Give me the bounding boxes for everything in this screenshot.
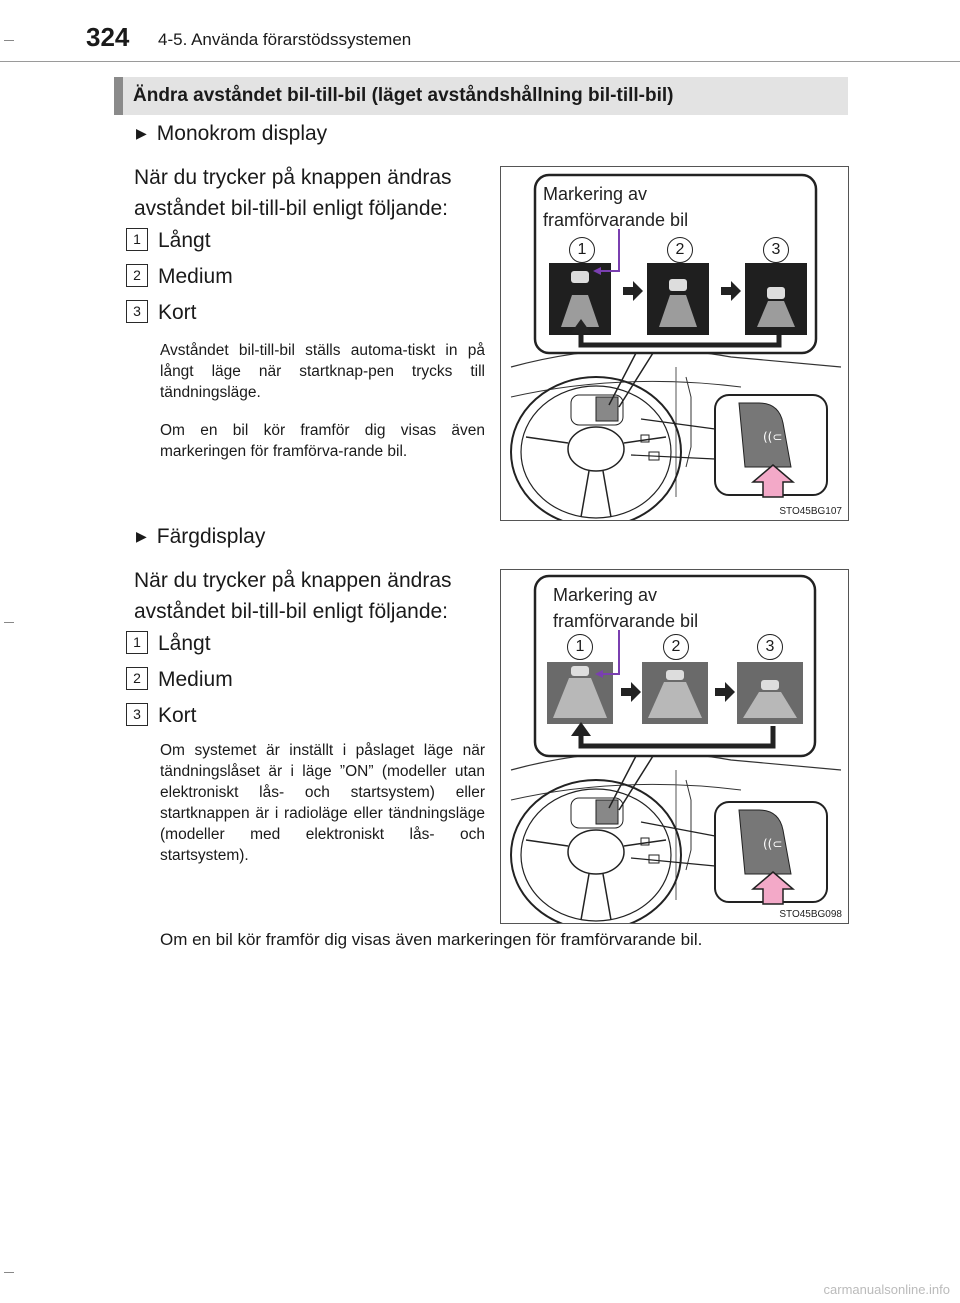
step-label: Medium: [158, 668, 233, 691]
svg-text:((⊂: ((⊂: [763, 430, 783, 444]
section-title: Ändra avståndet bil-till-bil (läget avståndshållning bil-till-bil): [114, 77, 848, 115]
callout-label: Markering av framförvarande bil: [543, 184, 689, 230]
step-item: [126, 228, 211, 253]
figure-number: 3: [757, 634, 783, 660]
figure-code: STO45BG107: [779, 506, 842, 517]
triangle-bullet-icon: ▶: [136, 528, 147, 544]
color-heading: [136, 525, 265, 549]
figure-number: 3: [763, 237, 789, 263]
step-number: 2: [126, 667, 148, 690]
step-number: 1: [126, 228, 148, 251]
figure-number: 1: [567, 634, 593, 660]
monochrome-intro: När du trycker på knappen ändras avståndet bil-till-bil enligt följande:: [134, 166, 452, 220]
step-item: [126, 631, 211, 656]
figure-code: STO45BG098: [779, 909, 842, 920]
step-number: 3: [126, 703, 148, 726]
monochrome-heading-text: Monokrom display: [156, 122, 328, 145]
color-intro: När du trycker på knappen ändras avståndet bil-till-bil enligt följande:: [134, 569, 452, 623]
figure-number: 1: [569, 237, 595, 263]
callout-label: Markering av framförvarande bil: [553, 585, 699, 631]
step-item: [126, 703, 197, 728]
monochrome-heading: [136, 122, 327, 146]
display-long: [547, 662, 613, 724]
note-paragraph: Om en bil kör framför dig visas även markeringen för framförva-rande bil.: [160, 422, 485, 460]
step-label: Medium: [158, 265, 233, 288]
color-figure: [500, 569, 849, 924]
header-divider: [0, 61, 960, 62]
watermark: carmanualsonline.info: [823, 1282, 950, 1297]
step-number: 3: [126, 300, 148, 323]
final-note: Om en bil kör framför dig visas även markeringen för framförvarande bil.: [160, 930, 703, 949]
note-paragraph: Om systemet är inställt i påslaget läge när tändningslåset är i läge ”ON” (modeller utan elektroniskt lås- och startsystem) eller startknappen är i radioläge eller tändningsläge (modeller med elektroniskt lås- och startsystem).: [160, 742, 485, 864]
page-number: 324: [86, 22, 130, 52]
display-short: [745, 263, 807, 335]
display-medium: [647, 263, 709, 335]
svg-text:((⊂: ((⊂: [763, 837, 783, 851]
note-paragraph: Avståndet bil-till-bil ställs automa-tiskt in på långt läge när startknap-pen trycks till tändningsläge.: [160, 342, 485, 401]
step-label: Kort: [158, 704, 197, 727]
display-medium: [642, 662, 708, 724]
crop-mark: [4, 622, 14, 623]
display-short: [737, 662, 803, 724]
step-label: Långt: [158, 229, 211, 252]
figure-number: 2: [663, 634, 689, 660]
step-number: 2: [126, 264, 148, 287]
step-item: [126, 667, 233, 692]
step-item: [126, 300, 197, 325]
monochrome-figure: [500, 166, 849, 521]
figure-number: 2: [667, 237, 693, 263]
step-label: Långt: [158, 632, 211, 655]
color-heading-text: Färgdisplay: [156, 525, 266, 548]
triangle-bullet-icon: ▶: [136, 125, 147, 141]
step-label: Kort: [158, 301, 197, 324]
chapter-title: 4-5. Använda förarstödssystemen: [158, 30, 412, 49]
step-item: [126, 264, 233, 289]
crop-mark: [4, 1272, 14, 1273]
crop-mark: [4, 40, 14, 41]
step-number: 1: [126, 631, 148, 654]
